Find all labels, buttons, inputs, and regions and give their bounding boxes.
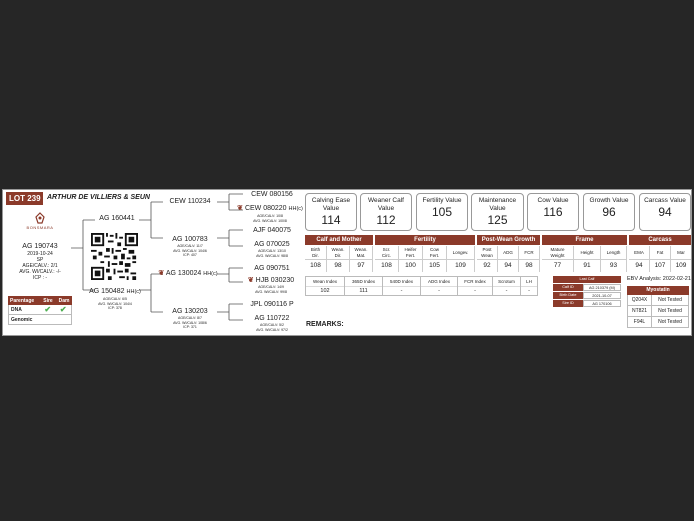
trait-wean-mat (350, 246, 373, 272)
trait-label: Fat (656, 249, 664, 255)
myostatin-title: Myostatin (627, 286, 689, 295)
parentage-col-sire: Sire (43, 297, 53, 304)
pedigree-sds (243, 226, 301, 235)
trait-value: 93 (601, 259, 626, 272)
index-540d (383, 277, 421, 295)
ddd-id: AG 110722 (254, 315, 290, 322)
trait-value: 100 (399, 259, 422, 272)
parentage-col-dam: Dam (58, 297, 70, 304)
trait-birth-dir (305, 246, 327, 272)
index-value: - (521, 286, 537, 296)
trait-label: EMA (634, 249, 644, 255)
pedigree-ssd (235, 204, 305, 223)
index-wean (306, 277, 345, 295)
parentage-row-label: Genomic (11, 316, 33, 323)
index-scrotum (493, 277, 521, 295)
trait-heifer-fert (399, 246, 423, 272)
trait-fat (650, 246, 671, 272)
dd-icp: ICP: 371 (183, 325, 197, 329)
last-calf-title: Last Calf (553, 276, 621, 283)
trait-label: Height (580, 249, 594, 255)
trait-label: Mat. (356, 252, 366, 258)
group-post-wean-growth: Post-Wean Growth (477, 235, 540, 245)
trait-wean-dir (327, 246, 350, 272)
check-icon: ✔ (44, 305, 52, 314)
trait-label: Fert. (429, 252, 440, 258)
last-calf-key: Birth Date (553, 292, 583, 299)
trait-label: FCR (524, 249, 534, 255)
sire-id: AG 160441 (99, 215, 135, 222)
pedigree-sire (95, 214, 139, 223)
trait-label: Heifer (404, 246, 417, 252)
value-box-calving-ease (305, 193, 357, 231)
pedigree-sd (163, 235, 217, 258)
ssd-id: CEW 080220 (244, 205, 287, 212)
ss-id: CEW 110234 (169, 198, 211, 205)
index-table (305, 276, 538, 296)
dd-avg-wcalv: AVG. WI/CALV: 108/6 (173, 320, 207, 325)
dd-id: AG 130203 (172, 308, 208, 315)
sdd-id: AG 070025 (254, 241, 290, 248)
index-label: ADG Index (427, 279, 450, 284)
last-calf-value: 2021-10-07 (583, 292, 621, 299)
last-calf-value: AG 210379 (M) (583, 284, 621, 291)
trait-length (601, 246, 627, 272)
sd-icp: ICP: 407 (183, 253, 197, 257)
dss-id: AG 090751 (254, 265, 290, 272)
trait-cow-fert (423, 246, 447, 272)
value-number: 105 (431, 205, 453, 219)
index-365d (345, 277, 383, 295)
genomic-mark-icon: ❦ (158, 270, 165, 277)
pedigree-dsd (239, 276, 303, 294)
breeder-name: ARTHUR DE VILLIERS & SEUN (47, 194, 150, 201)
pedigree-sdd (243, 240, 301, 258)
index-value: 111 (345, 286, 382, 296)
last-calf-value: AG 170106 (583, 300, 621, 307)
index-label: Wean Index (313, 279, 337, 284)
trait-height (574, 246, 601, 272)
trait-label: Cow (429, 246, 439, 252)
trait-value: 98 (519, 259, 539, 272)
group-carcass: Carcass (629, 235, 691, 245)
last-calf-key: Calf ID (553, 284, 583, 291)
trait-label: Wean (481, 252, 493, 258)
dam-icp: ICP: 378 (108, 306, 122, 310)
pedigree-ds (153, 269, 223, 279)
myostatin-key: NT821 (628, 306, 652, 316)
myostatin-key: F94L (628, 317, 652, 327)
ssd-suffix: HH(c) (288, 206, 303, 212)
last-calf-key: Sire ID (553, 300, 583, 307)
check-icon: ✔ (59, 305, 67, 314)
value-number: 116 (543, 205, 563, 219)
value-box-maintenance (471, 193, 524, 231)
value-number: 125 (487, 213, 508, 227)
ds-id: AG 130024 (165, 270, 202, 277)
trait-fcr (519, 246, 540, 272)
dam-age-calv: AGE/CALV: 6/5 (103, 297, 127, 301)
index-fcr (458, 277, 493, 295)
dam-id: AG 150482 (89, 288, 125, 295)
dam-suffix: HH(c) (126, 289, 141, 295)
group-fertility: Fertility (375, 235, 475, 245)
ssd-avg-wcalv: AVG. WI/CALV: 100/8 (253, 218, 287, 223)
qr-code[interactable] (91, 233, 138, 280)
dds-id: JPL 090116 (250, 301, 287, 308)
index-label: Scrotum (498, 279, 515, 284)
trait-value: 108 (305, 259, 326, 272)
trait-label: Length (606, 249, 621, 255)
index-value: - (421, 286, 457, 296)
trait-label: Longev. (452, 249, 469, 255)
ds-suffix: HH(c) (203, 271, 218, 277)
last-calf-row (553, 299, 621, 307)
sd-age-calv: AGE/CALV: 11/7 (177, 244, 203, 248)
pedigree-ss (163, 197, 217, 206)
myostatin-value: Not Tested (658, 308, 682, 314)
sd-id: AG 100783 (172, 236, 208, 243)
dsd-avg-wcalv: AVG. WI/CALV: 99/8 (255, 289, 287, 294)
trait-label: Weight (550, 252, 565, 258)
value-box-carcass (639, 193, 691, 231)
trait-label: Birth (310, 246, 321, 252)
trait-label: Mature (550, 246, 565, 252)
value-number: 94 (658, 205, 672, 219)
dam-avg-wcalv: AVG. WI/CALV: 104/4 (98, 301, 132, 306)
ddd-age-calv: AGE/CALV: 5/2 (260, 323, 284, 327)
lot-number: LOT 239 (6, 192, 43, 205)
value-label: Fertility Value (422, 197, 462, 204)
index-label: 540D Index (389, 279, 414, 284)
trait-label: Dir. (312, 252, 319, 258)
animal-avg-wcalv: AVG. WI/CALV.: -/- (19, 269, 61, 275)
pedigree-ddd (243, 314, 301, 332)
sdd-age-calv: AGE/CALV: 13/10 (258, 249, 286, 253)
index-adg (421, 277, 458, 295)
trait-value: 98 (327, 259, 349, 272)
logo-text: BONSMARA (26, 225, 54, 230)
sds-id: AJF 040075 (253, 227, 291, 234)
myostatin-table (627, 286, 689, 328)
value-label: Cow Value (537, 197, 569, 204)
value-box-weaner-calf (360, 193, 412, 231)
myostatin-key: Q204X (628, 295, 652, 305)
parentage-col-label: Parentage (10, 297, 35, 304)
genomic-mark-icon: ❦ (237, 205, 243, 212)
trait-ema (629, 246, 650, 272)
trait-label: Scr. (382, 246, 391, 252)
trait-value: 94 (498, 259, 518, 272)
trait-label: Fert. (405, 252, 416, 258)
index-value: - (493, 286, 520, 296)
last-calf-row (553, 283, 621, 291)
trait-label: Wean. (354, 246, 368, 252)
animal-age-calv: AGE/CALV.: 2/1 (22, 263, 58, 269)
trait-label: Dir. (334, 252, 342, 258)
trait-longev (447, 246, 475, 272)
trait-label: ADG (503, 249, 513, 255)
sss-id: CEW 080156 (251, 191, 293, 198)
index-label: 365D Index (351, 279, 376, 284)
ddd-avg-wcalv: AVG. WI/CALV: 97/2 (256, 327, 288, 332)
myostatin-row (627, 306, 689, 317)
trait-value: 105 (423, 259, 446, 272)
trait-label: Post (482, 246, 492, 252)
last-calf-row (553, 291, 621, 299)
trait-label: Wean. (331, 246, 345, 252)
trait-label: Mar (677, 249, 685, 255)
trait-value: 109 (447, 259, 474, 272)
ssd-age-calv: AGE/CALV: 10/8 (257, 214, 283, 218)
pedigree-dds (243, 300, 301, 309)
trait-mature-weight (542, 246, 574, 272)
animal-tag: SP (36, 257, 44, 263)
myostatin-value: Not Tested (658, 319, 682, 325)
sd-avg-wcalv: AVG. WI/CALV: 104/6 (173, 248, 207, 253)
pedigree-dss (243, 264, 301, 273)
index-value: 102 (306, 286, 344, 296)
last-calf-table (553, 276, 621, 307)
animal-dob: 2019-10-24 (27, 251, 53, 257)
trait-mar (671, 246, 691, 272)
pedigree-dd (163, 307, 217, 330)
animal-id: AG 190743 (22, 243, 58, 250)
sdd-avg-wcalv: AVG. WI/CALV: 98/8 (256, 253, 288, 258)
lot-card (2, 189, 692, 336)
value-label: Maintenance Value (478, 197, 517, 212)
value-label: Calving Ease Value (311, 197, 351, 212)
remarks-label: REMARKS: (306, 321, 344, 328)
pedigree-sss (243, 190, 301, 199)
trait-value: 109 (671, 259, 691, 272)
trait-value: 94 (629, 259, 649, 272)
index-label: LH (526, 279, 532, 284)
group-calf-and-mother: Calf and Mother (305, 235, 373, 245)
trait-value: 92 (477, 259, 497, 272)
myostatin-row (627, 317, 689, 328)
ebv-analysis-date: EBV Analysis: 2022-02-21 (627, 276, 691, 282)
index-lh (521, 277, 537, 295)
dd-age-calv: AGE/CALV: 8/7 (178, 316, 202, 320)
genomic-mark-icon: ❦ (247, 277, 254, 284)
group-frame: Frame (542, 235, 627, 245)
trait-label: Circ. (381, 252, 392, 258)
trait-value: 77 (542, 259, 573, 272)
value-label: Growth Value (589, 197, 629, 204)
value-box-growth (583, 193, 635, 231)
value-number: 112 (376, 213, 396, 227)
value-label: Weaner Calf Value (367, 197, 404, 212)
myostatin-row (627, 295, 689, 306)
value-label: Carcass Value (644, 197, 686, 204)
animal-icp: ICP : - (32, 275, 48, 281)
trait-value: 97 (350, 259, 372, 272)
trait-adg (498, 246, 519, 272)
trait-scr-circ (375, 246, 399, 272)
dsd-id: HJB 030230 (255, 277, 295, 284)
value-number: 96 (602, 205, 616, 219)
trait-value: 107 (650, 259, 670, 272)
index-label: FCR Index (464, 279, 486, 284)
pedigree-dam (87, 287, 143, 311)
index-value: - (383, 286, 420, 296)
dds-suffix: P (288, 301, 294, 308)
myostatin-value: Not Tested (658, 297, 682, 303)
index-value: - (458, 286, 492, 296)
parentage-row-label: DNA (11, 306, 22, 313)
dsd-age-calv: AGE/CALV: 14/9 (258, 285, 284, 289)
value-box-cow (527, 193, 579, 231)
value-number: 114 (321, 213, 341, 227)
value-box-fertility (416, 193, 468, 231)
trait-post-wean (477, 246, 498, 272)
trait-value: 91 (574, 259, 600, 272)
trait-value: 108 (375, 259, 398, 272)
